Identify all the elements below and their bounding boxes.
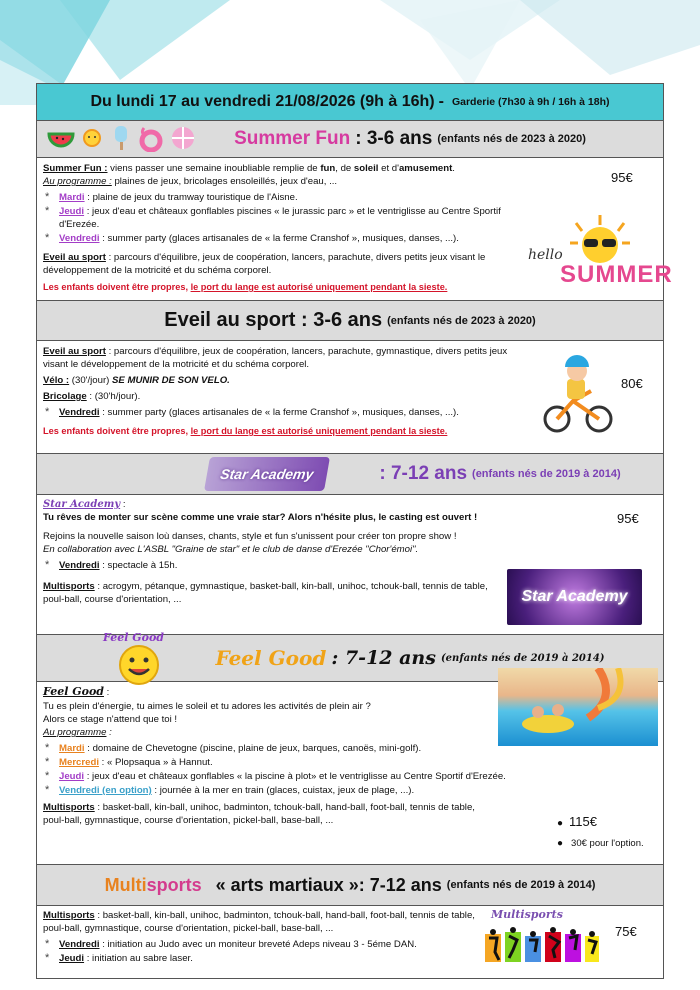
summer-text: SUMMER <box>560 261 673 288</box>
smiley-icon <box>117 643 161 687</box>
day-label: Vendredi <box>59 407 100 418</box>
feel-good-age: : 7-12 ans <box>331 647 436 669</box>
summer-fun-title: Summer Fun <box>234 128 351 149</box>
star-academy-header <box>37 454 663 495</box>
dates-header <box>37 84 663 121</box>
feel-good-option-value: 30€ pour l'option. <box>571 838 644 849</box>
summer-icons <box>47 124 197 152</box>
bricolage-text: : (30'h/jour). <box>86 391 141 402</box>
summer-fun-header <box>37 121 663 158</box>
day-label: Mardi <box>59 192 85 203</box>
day-text: : initiation au Judo avec un moniteur breveté Adeps niveau 3 - 5éme DAN. <box>99 939 417 950</box>
star-collab: En collaboration avec L'ASBL "Graine de star" et le club de danse d'Erezée "Chor'émoi". <box>43 544 419 555</box>
summer-fun-intro-a: viens passer une semaine inoubliable remplie de <box>110 163 318 174</box>
feel-good-multi-text: : basket-ball, kin-ball, unihoc, badminton, tchouk-ball, hand-ball, foot-ball, tennis de table, poul-ball, gymnastique, course d'orientation, pickel-ball, base-ball, ... <box>43 802 475 826</box>
velo-em: SE MUNIR DE SON VELO. <box>112 375 230 386</box>
summer-fun-programme-text: plaines de jeux, bricolages ensoleillés, jeux d'eau, ... <box>114 176 338 187</box>
list-item <box>43 559 563 572</box>
bricolage-label: Bricolage <box>43 391 87 402</box>
flamingo-float-icon <box>136 124 166 152</box>
feel-good-label: Feel Good <box>43 685 104 698</box>
summer-fun-intro-amusement: amusement <box>398 163 453 174</box>
list-item <box>43 938 493 951</box>
list-item <box>43 770 603 783</box>
summer-warning-b: le port du lange est autorisé uniquement pendant la sieste. <box>190 282 448 292</box>
multisports-section <box>37 906 663 980</box>
feel-good-born: (enfants nés de 2019 à 2014) <box>440 652 605 664</box>
day-label: Vendredi <box>59 560 100 571</box>
dates-separator: - <box>438 93 444 110</box>
summer-fun-age: : 3-6 ans <box>355 128 433 149</box>
feel-good-logo-text: Feel Good <box>103 631 164 644</box>
multisports-header <box>37 865 663 906</box>
beach-ball-icon <box>169 124 197 152</box>
athletes-silhouettes <box>483 924 601 964</box>
hello-text: hello <box>528 247 563 263</box>
day-text: : plaine de jeux du tramway touristique de l'Aisne. <box>84 192 298 203</box>
eveil-warning-a: Les enfants doivent être propres, <box>43 426 191 436</box>
feel-good-programme-colon: : <box>106 727 112 738</box>
bullet-icon: ● <box>557 818 564 829</box>
summer-fun-programme-label: Au programme : <box>43 176 112 187</box>
star-multi-text: : acrogym, pétanque, gymnastique, basket-ball, kin-ball, unihoc, tchouk-ball, tennis de table, poul-ball, course d'orientation, ... <box>43 581 488 605</box>
star-logo-text: Star Academy <box>219 466 315 482</box>
watermelon-icon <box>47 124 75 152</box>
summer-fun-list <box>43 191 523 245</box>
velo-text: (30'/jour) <box>69 375 113 386</box>
feel-good-section <box>37 682 663 865</box>
day-text: : jeux d'eau et châteaux gonflables piscines « le jurassic parc » et le ventriglisse au Centre Sportif d'Erezée. <box>59 206 501 230</box>
summer-fun-section <box>37 158 673 301</box>
multisports-logo <box>483 908 601 966</box>
feel-good-option <box>557 838 644 849</box>
list-item <box>43 784 603 797</box>
day-label: Vendredi (en option) <box>59 785 152 796</box>
multi-label: Multisports <box>43 910 95 921</box>
day-text: : journée à la mer en train (glaces, cuistax, jeux de plage, ...). <box>151 785 415 796</box>
dates-text: Du lundi 17 au vendredi 21/08/2026 (9h à 16h) <box>90 93 435 110</box>
multi-price: 75€ <box>615 924 637 939</box>
eveil-title: Eveil au sport : 3-6 ans <box>164 309 383 331</box>
eveil-warning-b: le port du lange est autorisé uniquement pendant la sieste. <box>190 426 448 436</box>
feel-good-intro1: Tu es plein d'énergie, tu aimes le soleil et tu adores les activités de plein air ? <box>43 701 371 712</box>
summer-eveil-text: : parcours d'équilibre, jeux de coopération, lancers, parachute, divers petits jeux visant le développement de la motricité et du schéma corporel. <box>43 252 486 276</box>
feel-good-title: Feel Good <box>215 646 327 670</box>
eveil-content <box>43 345 531 441</box>
star-born: (enfants nés de 2019 à 2014) <box>472 468 621 480</box>
eveil-text: : parcours d'équilibre, jeux de coopération, lancers, parachute, gymnastique, divers petits jeux visant le développement de la motricité et du schéma corporel. <box>43 346 508 370</box>
day-text: : initiation au sabre laser. <box>84 953 193 964</box>
day-label: Jeudi <box>59 771 85 782</box>
list-item <box>43 191 523 204</box>
multi-logo-text: Multisports <box>491 908 563 921</box>
summer-fun-intro-d: . <box>452 163 455 174</box>
day-text: : summer party (glaces artisanales de « la ferme Cranshof », musiques, danses, ...). <box>99 407 459 418</box>
star-join: Rejoins la nouvelle saison loù danses, chants, style et fun s'unissent pour créer ton propre show ! <box>43 531 457 542</box>
star-content <box>43 498 563 609</box>
day-text: : « Plopsaqua » à Hannut. <box>99 757 213 768</box>
day-label: Jeudi <box>59 206 85 217</box>
star-question: Tu rêves de monter sur scène comme une vraie star? Alors n'hésite plus, le casting est ouvert ! <box>43 512 478 523</box>
day-label: Vendredi <box>59 939 100 950</box>
star-academy-logo <box>204 457 330 491</box>
velo-label: Vélo : <box>43 375 70 386</box>
icecream-icon <box>109 124 133 152</box>
multi-born: (enfants nés de 2019 à 2014) <box>446 879 596 891</box>
sun-icon <box>78 124 106 152</box>
day-text: : domaine de Chevetogne (piscine, plaine de jeux, barques, canoës, mini-golf). <box>84 743 422 754</box>
waterpark-scene <box>498 668 658 746</box>
summer-fun-intro-b: , de <box>335 163 352 174</box>
summer-fun-label: Summer Fun : <box>43 163 108 174</box>
list-item <box>43 406 531 419</box>
day-text: : spectacle à 15h. <box>99 560 178 571</box>
star-list <box>43 559 563 572</box>
summer-warning-a: Les enfants doivent être propres, <box>43 282 191 292</box>
eveil-label: Eveil au sport <box>43 346 106 357</box>
day-label: Mercredi <box>59 757 99 768</box>
day-label: Vendredi <box>59 233 100 244</box>
feel-good-intro2: Alors ce stage n'attend que toi ! <box>43 714 178 725</box>
eveil-born: (enfants nés de 2023 à 2020) <box>387 314 536 327</box>
list-item <box>43 952 493 965</box>
multi-title-sports: sports <box>146 874 202 895</box>
star-banner-text: Star Academy <box>521 588 628 605</box>
star-multi-label: Multisports <box>43 581 95 592</box>
multi-list <box>43 938 493 965</box>
star-label: Star Academy <box>43 499 121 510</box>
eveil-price: 80€ <box>621 376 643 391</box>
day-text: : summer party (glaces artisanales de « la ferme Cranshof », musiques, danses, ...). <box>99 233 459 244</box>
day-label: Jeudi <box>59 953 85 964</box>
child-bike-illustration <box>543 351 613 435</box>
eveil-list <box>43 406 531 419</box>
day-text: : jeux d'eau et châteaux gonflables « la piscine à plot» et le ventriglisse au Centre Sportif d'Erezée. <box>84 771 506 782</box>
summer-fun-intro-c: et d' <box>381 163 399 174</box>
feel-good-multi-label: Multisports <box>43 802 95 813</box>
star-academy-section <box>37 495 663 635</box>
eveil-header <box>37 301 663 341</box>
multi-title-rest: « arts martiaux »: 7-12 ans <box>215 874 442 895</box>
multi-title-multi: Multi <box>104 874 147 895</box>
list-item <box>43 232 523 245</box>
multisports-content <box>43 909 493 969</box>
eveil-section <box>37 341 663 454</box>
feel-good-price <box>557 814 597 829</box>
summer-fun-intro-soleil: soleil <box>353 163 379 174</box>
summer-fun-price: 95€ <box>611 170 633 185</box>
day-label: Mardi <box>59 743 85 754</box>
bullet-icon: ● <box>557 838 564 849</box>
star-academy-banner <box>507 569 642 625</box>
feel-good-label-colon: : <box>103 687 110 698</box>
feel-good-list <box>43 742 603 797</box>
list-item <box>43 205 523 231</box>
summer-fun-content <box>43 162 523 297</box>
waterpark-photo <box>498 668 658 746</box>
summer-eveil-label: Eveil au sport <box>43 252 106 263</box>
feel-good-programme-label: Au programme <box>43 727 107 738</box>
garderie-text: Garderie (7h30 à 9h / 16h à 18h) <box>451 96 610 108</box>
multi-text: : basket-ball, kin-ball, unihoc, badminton, tchouk-ball, hand-ball, foot-ball, tennis de table, poul-ball, gymnastique, course d'orientation, pickel-ball, base-ball, ... <box>43 910 475 934</box>
summer-fun-intro-fun: fun <box>320 163 336 174</box>
list-item <box>43 756 603 769</box>
star-label-colon: : <box>120 499 126 510</box>
star-price: 95€ <box>617 511 639 526</box>
feel-good-price-value: 115€ <box>569 814 598 829</box>
summer-fun-born: (enfants nés de 2023 à 2020) <box>437 133 586 145</box>
hello-summer-badge <box>520 213 673 293</box>
program-table <box>36 83 673 979</box>
star-age: : 7-12 ans <box>379 463 468 484</box>
